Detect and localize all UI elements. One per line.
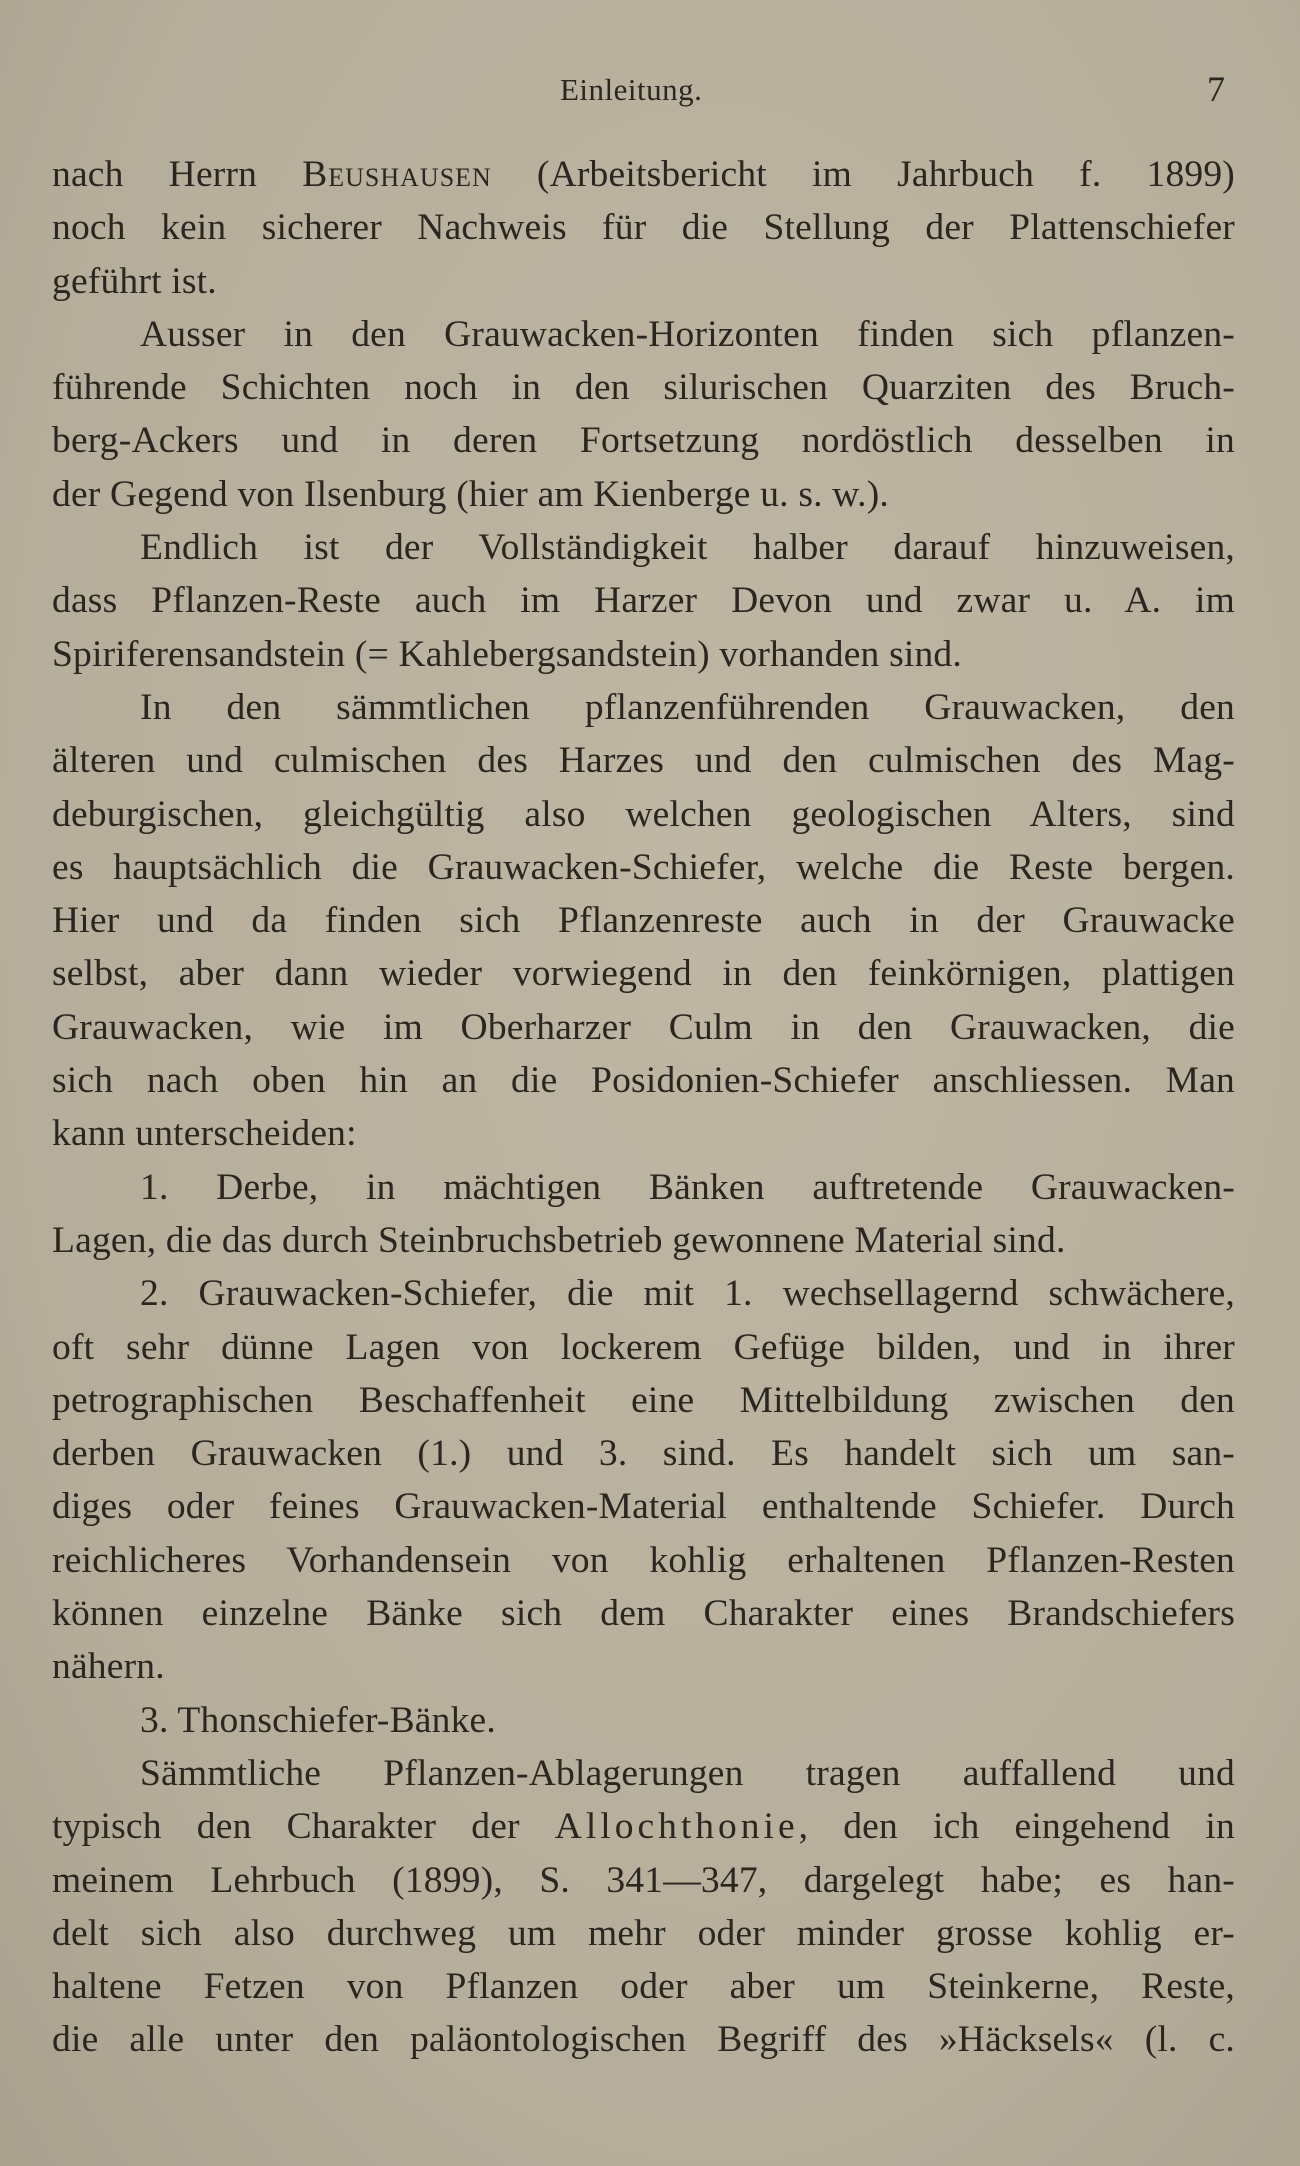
text-line: Spiriferensandstein (= Kahlebergsandstein) vorhanden sind. [52,633,962,675]
author-name: Beushausen [302,154,492,195]
text-line: oft sehr dünne Lagen von lockerem Gefüge bilden, und in ihrer [52,1326,1235,1368]
text-line: geführt ist. [52,260,217,302]
text-line: nähern. [52,1646,165,1688]
text-line: deburgischen, gleichgültig also welchen geologischen Alters, sind [52,793,1235,835]
text-line: die alle unter den paläontologischen Begriff des »Häcksels« (l. c. [52,2019,1235,2061]
text-line: Lagen, die das durch Steinbruchsbetrieb gewonnene Material sind. [52,1219,1066,1261]
text-line: der Gegend von Ilsenburg (hier am Kienberge u. s. w.). [52,473,889,515]
text-line: Hier und da finden sich Pflanzenreste auch in der Grauwacke [52,900,1235,942]
text-line: können einzelne Bänke sich dem Charakter eines Brandschiefers [52,1593,1235,1635]
text-line: berg-Ackers und in deren Fortsetzung nordöstlich desselben in [52,420,1235,462]
text-line: es hauptsächlich die Grauwacken-Schiefer, welche die Reste bergen. [52,846,1235,888]
body-text [52,148,1235,2067]
text-line: petrographischen Beschaffenheit eine Mittelbildung zwischen den [52,1379,1235,1421]
text-line: typisch den Charakter der Allochthonie, den ich eingehend in [52,1806,1235,1848]
text-line: kann unterscheiden: [52,1113,357,1155]
text-line: älteren und culmischen des Harzes und den culmischen des Mag- [52,740,1235,782]
text-line: haltene Fetzen von Pflanzen oder aber um Steinkerne, Reste, [52,1966,1235,2008]
emphasized-term: Allochthonie [554,1806,799,1848]
text-line: 1. Derbe, in mächtigen Bänken auftretende Grauwacken- [140,1166,1235,1208]
text-line: 3. Thonschiefer-Bänke. [140,1699,496,1741]
text-line: diges oder feines Grauwacken-Material enthaltende Schiefer. Durch [52,1486,1235,1528]
text-line: Sämmtliche Pflanzen-Ablagerungen tragen auffallend und [140,1752,1235,1794]
text-line: meinem Lehrbuch (1899), S. 341—347, dargelegt habe; es han- [52,1859,1235,1901]
page-number: 7 [1207,69,1225,109]
text-line: sich nach oben hin an die Posidonien-Schiefer anschliessen. Man [52,1060,1235,1102]
text-line: nach Herrn Beushausen (Arbeitsbericht im Jahrbuch f. 1899) [52,154,1235,195]
text-line: delt sich also durchweg um mehr oder minder grosse kohlig er- [52,1912,1235,1954]
text-line: noch kein sicherer Nachweis für die Stellung der Plattenschiefer [52,207,1235,249]
text-line: derben Grauwacken (1.) und 3. sind. Es handelt sich um san- [52,1433,1235,1475]
text-line: selbst, aber dann wieder vorwiegend in den feinkörnigen, plattigen [52,953,1235,995]
text-line: Ausser in den Grauwacken-Horizonten finden sich pflanzen- [140,313,1235,355]
text-line: dass Pflanzen-Reste auch im Harzer Devon und zwar u. A. im [52,580,1235,622]
page-header [0,69,1300,116]
text-line: 2. Grauwacken-Schiefer, die mit 1. wechsellagernd schwächere, [140,1273,1235,1315]
text-line: Endlich ist der Vollständigkeit halber darauf hinzuweisen, [140,527,1235,569]
text-line: Grauwacken, wie im Oberharzer Culm in den Grauwacken, die [52,1006,1235,1048]
running-head: Einleitung. [560,72,703,107]
text-line: reichlicheres Vorhandensein von kohlig erhaltenen Pflanzen-Resten [52,1539,1235,1581]
text-line: In den sämmtlichen pflanzenführenden Grauwacken, den [140,686,1235,728]
text-line: führende Schichten noch in den silurischen Quarziten des Bruch- [52,367,1235,409]
